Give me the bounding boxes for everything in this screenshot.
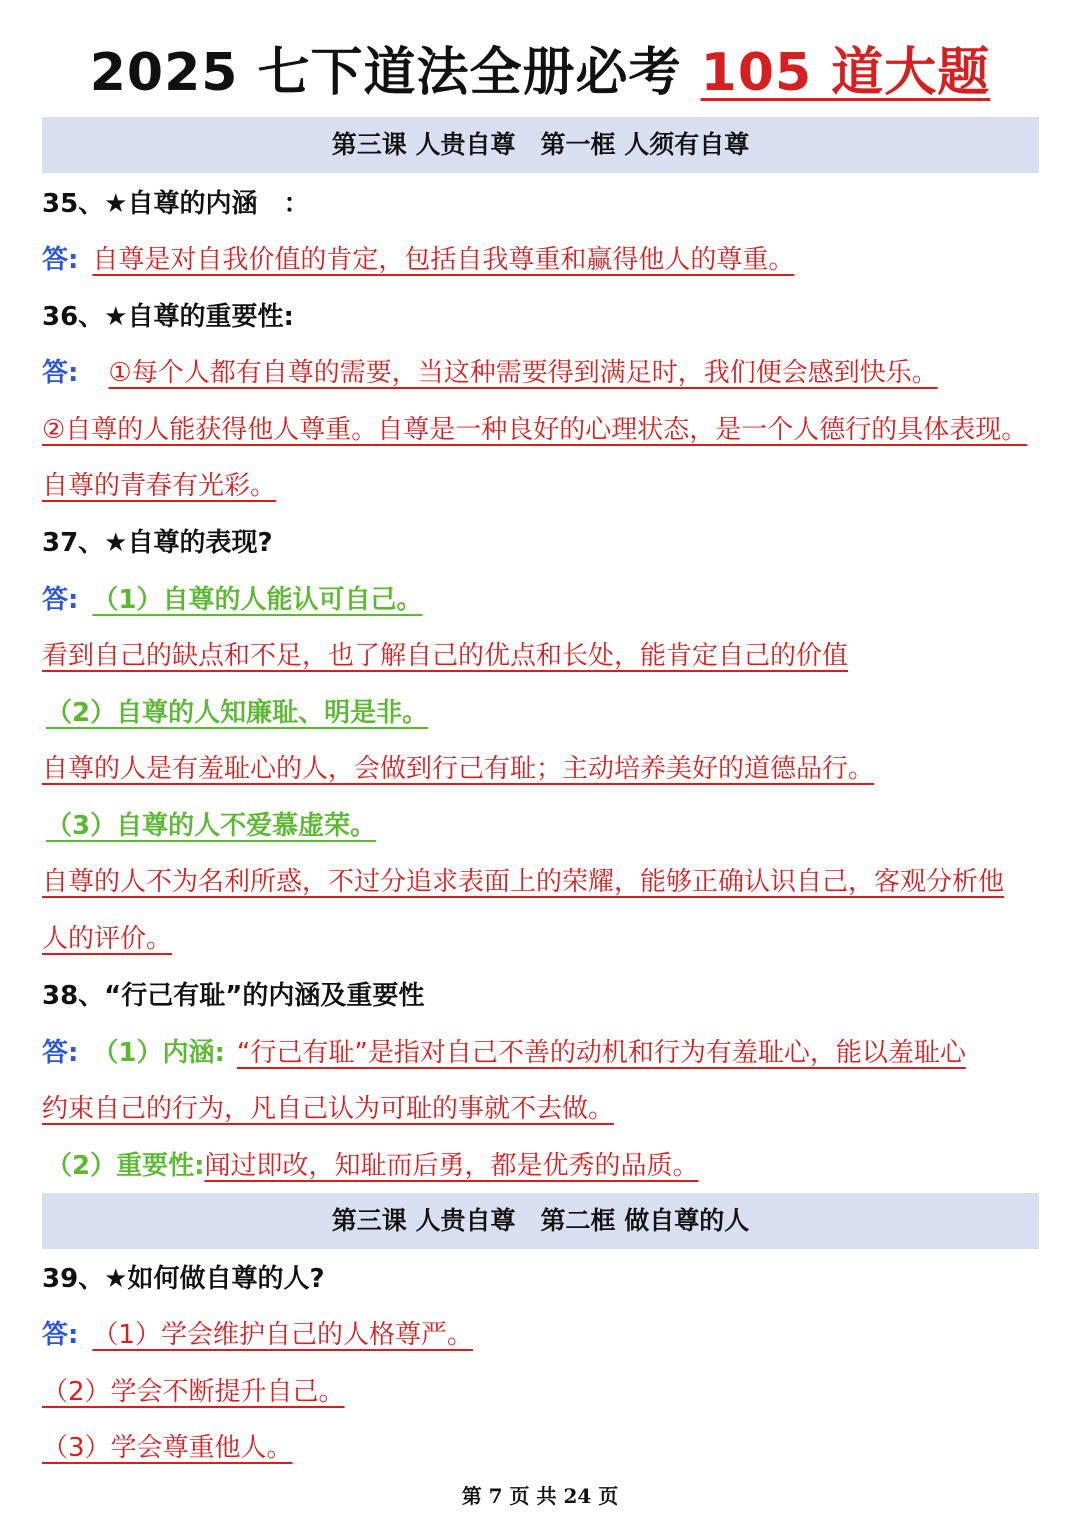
answer-38-label1: （1）内涵: <box>92 1038 225 1068</box>
answer-37-detail2: 自尊的人是有羞耻心的人，会做到行己有耻；主动培养美好的道德品行。 <box>42 754 875 784</box>
answer-36-line1 <box>42 353 938 393</box>
question-35: 35、★自尊的内涵 ： <box>42 189 310 219</box>
answer-37-point3: （3）自尊的人不爱慕虚荣。 <box>46 811 377 841</box>
answer-38-text2: 闻过即改，知耻而后勇，都是优秀的品质。 <box>204 1151 699 1181</box>
answer-39-point3: （3）学会尊重他人。 <box>42 1433 293 1463</box>
title-highlight: 105 道大题 <box>700 43 991 103</box>
answer-37-point2: （2）自尊的人知廉耻、明是非。 <box>46 698 429 728</box>
answer-37-detail3a: 自尊的人不为名利所惑，不过分追求表面上的荣耀，能够正确认识自己，客观分析他 <box>42 867 1005 897</box>
section-header-lesson3-frame2: 第三课 人贵自尊 第二框 做自尊的人 <box>42 1193 1039 1249</box>
answer-38-text1b: 约束自己的行为，凡自己认为可耻的事就不去做。 <box>42 1094 615 1124</box>
answer-label: 答: <box>42 1038 79 1068</box>
answer-35-text: 自尊是对自我价值的肯定，包括自我尊重和赢得他人的尊重。 <box>92 245 795 275</box>
answer-37-detail1: 看到自己的缺点和不足，也了解自己的优点和长处，能肯定自己的价值 <box>42 641 849 671</box>
answer-35 <box>42 240 794 280</box>
answer-38-text1a: “行己有耻”是指对自己不善的动机和行为有羞耻心，能以羞耻心 <box>236 1038 966 1068</box>
answer-36-point1: ①每个人都有自尊的需要，当这种需要得到满足时，我们便会感到快乐。 <box>108 358 938 388</box>
answer-label: 答: <box>42 585 79 615</box>
answer-38-line3 <box>46 1146 699 1186</box>
question-38: 38、“行己有耻”的内涵及重要性 <box>42 981 425 1011</box>
page-footer: 第 7 页 共 24 页 <box>461 1484 619 1508</box>
answer-37-point1: （1）自尊的人能认可自己。 <box>92 585 423 615</box>
answer-39-point1: （1）学会维护自己的人格尊严。 <box>92 1320 473 1350</box>
answer-label: 答: <box>42 358 79 388</box>
page-title <box>0 38 1080 108</box>
question-36: 36、★自尊的重要性: <box>42 302 294 332</box>
answer-39-line1 <box>42 1315 473 1355</box>
answer-38-line1 <box>42 1033 966 1073</box>
answer-37-detail3b: 人的评价。 <box>42 924 173 954</box>
answer-label: 答: <box>42 245 79 275</box>
question-37: 37、★自尊的表现? <box>42 528 273 558</box>
section-header-lesson3-frame1: 第三课 人贵自尊 第一框 人须有自尊 <box>42 117 1039 173</box>
answer-38-label2: （2）重要性: <box>46 1151 205 1181</box>
answer-37-line1 <box>42 580 423 620</box>
answer-39-point2: （2）学会不断提升自己。 <box>42 1377 345 1407</box>
answer-36-point2: ②自尊的人能获得他人尊重。自尊是一种良好的心理状态，是一个人德行的具体表现。 <box>42 415 1028 445</box>
title-main: 2025 七下道法全册必考 <box>89 43 701 103</box>
question-39: 39、★如何做自尊的人? <box>42 1264 325 1294</box>
answer-label: 答: <box>42 1320 79 1350</box>
answer-36-point3: 自尊的青春有光彩。 <box>42 471 277 501</box>
